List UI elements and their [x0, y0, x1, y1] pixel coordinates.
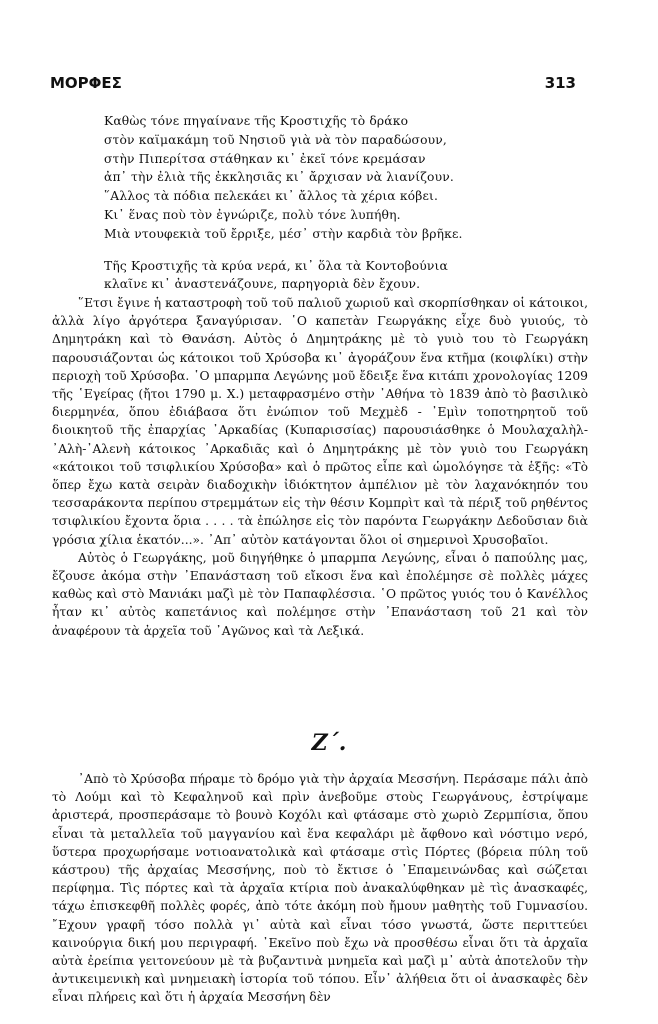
paragraph: ῞Ετσι ἔγινε ἡ καταστροφὴ τοῦ τοῦ παλιοῦ χωριοῦ καὶ σκορπίσθηκαν οἱ κάτοικοι, ἀλλὰ λίγο ἀργότερα ξαναγύρισαν. ῾Ο καπετὰν Γεωργάκης εἶχε δυὸ γυιούς, τὸ Δημητράκη καὶ τὸ Θανάση. Αὐτὸς ὁ Δημητράκης μὲ τὸ γυιὸ του τὸ Γεωργάκη παρουσιάζονται ὡς κάτοικοι τοῦ Χρύσοβα κι᾽ ἀγοράζουν ἕνα κτῆμα (κοιφλίκι) στὴν περιοχὴ τοῦ Χρύσοβα. ῾Ο μπαρμπα Λεγώνης μοῦ ἔδειξε ἕνα κιτάπι χρονολογίας 1209 τῆς ῾Εγείρας (ἤτοι 1790 μ. Χ.) μεταφρασμένο στὴν ᾽Αθήνα τὸ 1839 ἀπὸ τὸ βασιλικὸ διερμηνέα, ὅπου ἐδιάβασα ὅτι ἐνώπιον τοῦ Μεχμὲδ - ᾽Εμὶν τοποτηρητοῦ τοῦ διοικητοῦ τῆς ἐπαρχίας ᾽Αρκαδίας (Κυπαρισσίας) παρουσιάσθηκε ὁ Μουλαχαλὴλ-᾽Αλὴ-᾽Αλενὴ κάτοικος ᾽Αρκαδιᾶς καὶ ὁ Δημητράκης μὲ τὸν γυιὸ του Γεωργάκη «κάτοικοι τοῦ τσιφλικίου Χρύσοβα» καὶ ὁ πρῶτος εἶπε καὶ ὡμολόγησε τὰ ἑξῆς: «Τὸ ὅπερ ἔχω κατὰ σειρὰν διαδοχικὴν ἰδιόκτητον ἀμπέλιον μὲ τὸν λαχανόκηπόν του τεσσαράκοντα περίπου στρεμμάτων εἰς τὴν θέσιν Κομπρὶτ καὶ τὰ πέριξ τοῦ ρηθέντος τσιφλικίου ἔχοντα ὅρια . . . . τὰ ἐπώλησε εἰς τὸν παρόντα Γεωργάκην Δεδοῦσιαν διὰ γρόσια χίλια ἑκατόν...». ᾽Απ᾽ αὐτὸν κατάγονται ὅλοι οἱ σημερινοὶ Χρυσοβαῖοι. — [52, 296, 588, 547]
poem-line: ἀπ᾽ τὴν ἐλιὰ τῆς ἐκκλησιᾶς κι᾽ ἄρχισαν νὰ λιανίζουν. — [104, 170, 454, 185]
section-heading: Ζ΄. — [311, 730, 347, 756]
poem-line: στὴν Πιπερίτσα στάθηκαν κι᾽ ἐκεῖ τόνε κρεμάσαν — [104, 151, 426, 166]
poem-line: στὸν καϊμακάμη τοῦ Νησιοῦ γιὰ νὰ τὸν παραδώσουν, — [104, 132, 447, 147]
paragraph: ᾽Απὸ τὸ Χρύσοβα πήραμε τὸ δρόμο γιὰ τὴν ἀρχαία Μεσσήνη. Περάσαμε πάλι ἀπὸ τὸ Λούμι καὶ τὸ Κεφαληνοῦ καὶ πρὶν ἀνεβοῦμε στοὺς Γεωργάνους, ἐστρίψαμε ἀριστερά, προσπεράσαμε τὸ βουνὸ Κοχόλι καὶ φτάσαμε στὸ χωριὸ Ζερμπίσια, ὅπου εἶναι τὰ μεταλλεῖα τοῦ μαγγανίου καὶ ἕνα κεφαλάρι μὲ ἄφθονο καὶ νόστιμο νερό, ὕστερα προχωρήσαμε νοτιοανατολικὰ καὶ φτάσαμε στὶς Πόρτες (βόρεια πύλη τοῦ κάστρου) τῆς ἀρχαίας Μεσσήνης, ποὺ τὸ ἔκτισε ὁ ᾽Επαμεινώνδας καὶ σώζεται περίφημα. Τὶς πόρτες καὶ τὰ ἀρχαῖα κτίρια ποὺ ἀνακαλύφθηκαν μὲ τὶς ἀνασκαφές, τάχω ἐπισκεφθῆ πολλὲς φορές, ἀπὸ τότε ἀκόμη ποὺ ἤμουν μαθητὴς τοῦ Γυμνασίου. ῎Εχουν γραφῆ τόσο πολλὰ γι᾽ αὐτὰ καὶ εἶναι τόσο γνωστά, ὥστε περιττεύει καινούργια δική μου περιγραφή. ᾽Εκεῖνο ποὺ ἔχω νὰ προσθέσω εἶναι ὅτι τὰ ἀρχαῖα αὐτὰ ἐρείπια γειτονεύουν μὲ τὰ βυζαντινὰ μνημεῖα καὶ μαζὶ μ᾽ αὐτὰ ἀποτελοῦν τὴν ἀντικειμενικὴ καὶ μνημειακὴ ἱστορία τοῦ τόπου. Εἶν᾽ ἀλήθεια ὅτι οἱ ἀνασκαφὲς δὲν εἶναι πλήρεις καὶ ὅτι ἡ ἀρχαία Μεσσήνη δὲν — [52, 772, 588, 1005]
poem-line: κλαῖνε κι᾽ ἀναστενάζουνε, παρηγοριὰ δὲν ἔχουν. — [104, 277, 421, 292]
page-header — [50, 74, 576, 96]
page-number: 313 — [544, 74, 576, 92]
poem-line: Καθὼς τόνε πηγαίνανε τῆς Κροστιχῆς τὸ δράκο — [104, 114, 409, 128]
poem-line: Μιὰ ντουφεκιὰ τοῦ ἔρριξε, μέσ᾽ στὴν καρδιὰ τὸν βρῆκε. — [104, 226, 463, 241]
poem-line: Κι᾽ ἕνας ποὺ τὸν ἐγνώριζε, πολὺ τόνε λυπήθη. — [104, 207, 401, 222]
journal-title: ΜΟΡΦΕΣ — [50, 74, 122, 92]
prose-section-1 — [52, 294, 588, 640]
poem-block — [104, 112, 574, 294]
poem-line: ῞Αλλος τὰ πόδια πελεκάει κι᾽ ἄλλος τὰ χέρια κόβει. — [104, 189, 439, 204]
paragraph: Αὐτὸς ὁ Γεωργάκης, μοῦ διηγήθηκε ὁ μπαρμπα Λεγώνης, εἶναι ὁ παπούλης μας, ἔζουσε ἀκόμα στὴν ᾽Επανάσταση τοῦ εἴκοσι ἕνα καὶ ἐπολέμησε σὲ πολλὲς μάχες καθὼς καὶ στὸ Μανιάκι μαζὶ μὲ τὸν Παπαφλέσσια. ῾Ο πρῶτος γυιός του ὁ Κανέλλος ἦταν κι᾽ αὐτὸς καπετάνιος καὶ πολέμησε στὴν ᾽Επανάσταση τοῦ 21 καὶ τὸν ἀναφέρουν τὰ ἀρχεῖα τοῦ ᾽Αγῶνος καὶ τὰ Λεξικά. — [52, 550, 588, 638]
stanza-gap — [104, 244, 574, 257]
poem-line: Τῆς Κροστιχῆς τὰ κρύα νερά, κι᾽ ὅλα τὰ Κοντοβούνια — [104, 258, 448, 273]
prose-section-2 — [52, 770, 588, 1007]
